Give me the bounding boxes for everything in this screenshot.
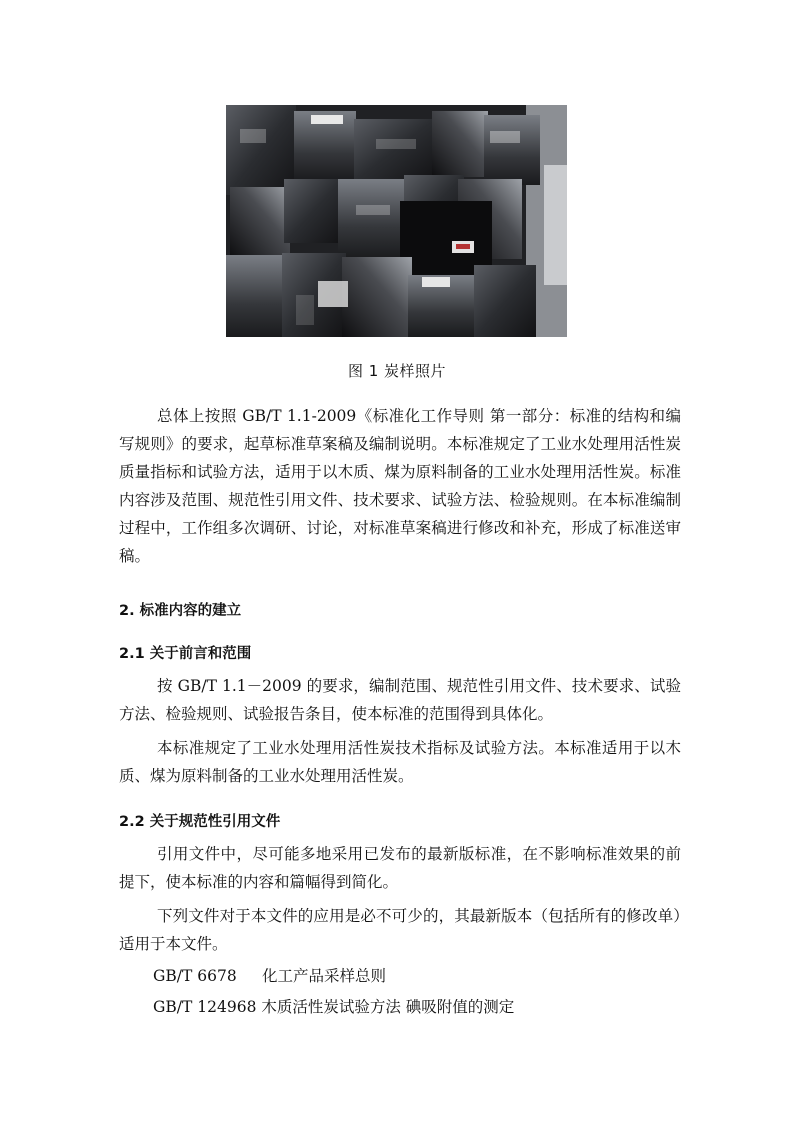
intro-paragraph: 总体上按照 GB/T 1.1-2009《标准化工作导则 第一部分：标准的结构和编写规则》的要求，起草标准草案稿及编制说明。本标准规定了工业水处理用活性炭质量指标和试验方法，适用于以木质、煤为原料制备的工业水处理用活性炭。标准内容涉及范围、规范性引用文件、技术要求、试验方法、检验规则。在本标准编制过程中，工作组多次调研、讨论，对标准草案稿进行修改和补充，形成了标准送审稿。: [119, 407, 681, 565]
reference-code: GB/T 6678: [153, 967, 237, 985]
photo-illustration: [226, 105, 567, 337]
charcoal-samples-photo: [226, 105, 567, 337]
section-2-1-paragraph-2: 本标准规定了工业水处理用活性炭技术指标及试验方法。本标准适用于以木质、煤为原料制备的工业水处理用活性炭。: [119, 739, 681, 785]
section-2-heading: 2. 标准内容的建立: [119, 603, 242, 619]
reference-item: [153, 964, 386, 988]
reference-item: [153, 995, 514, 1019]
reference-title: 木质活性炭试验方法 碘吸附值的测定: [261, 998, 515, 1016]
section-2-2-heading: 2.2 关于规范性引用文件: [119, 814, 281, 830]
section-2-1-heading: 2.1 关于前言和范围: [119, 646, 252, 662]
figure-caption: 图 1 炭样照片: [347, 362, 447, 380]
section-2-2-paragraph-1: 引用文件中，尽可能多地采用已发布的最新版标准，在不影响标准效果的前提下，使本标准的内容和篇幅得到简化。: [119, 845, 681, 891]
reference-title: 化工产品采样总则: [261, 967, 386, 985]
reference-code: GB/T 124968: [153, 998, 257, 1016]
section-2-2-paragraph-2: 下列文件对于本文件的应用是必不可少的，其最新版本（包括所有的修改单）适用于本文件。: [119, 907, 681, 953]
section-2-1-paragraph-1: 按 GB/T 1.1－2009 的要求，编制范围、规范性引用文件、技术要求、试验方法、检验规则、试验报告条目，使本标准的范围得到具体化。: [119, 677, 681, 723]
